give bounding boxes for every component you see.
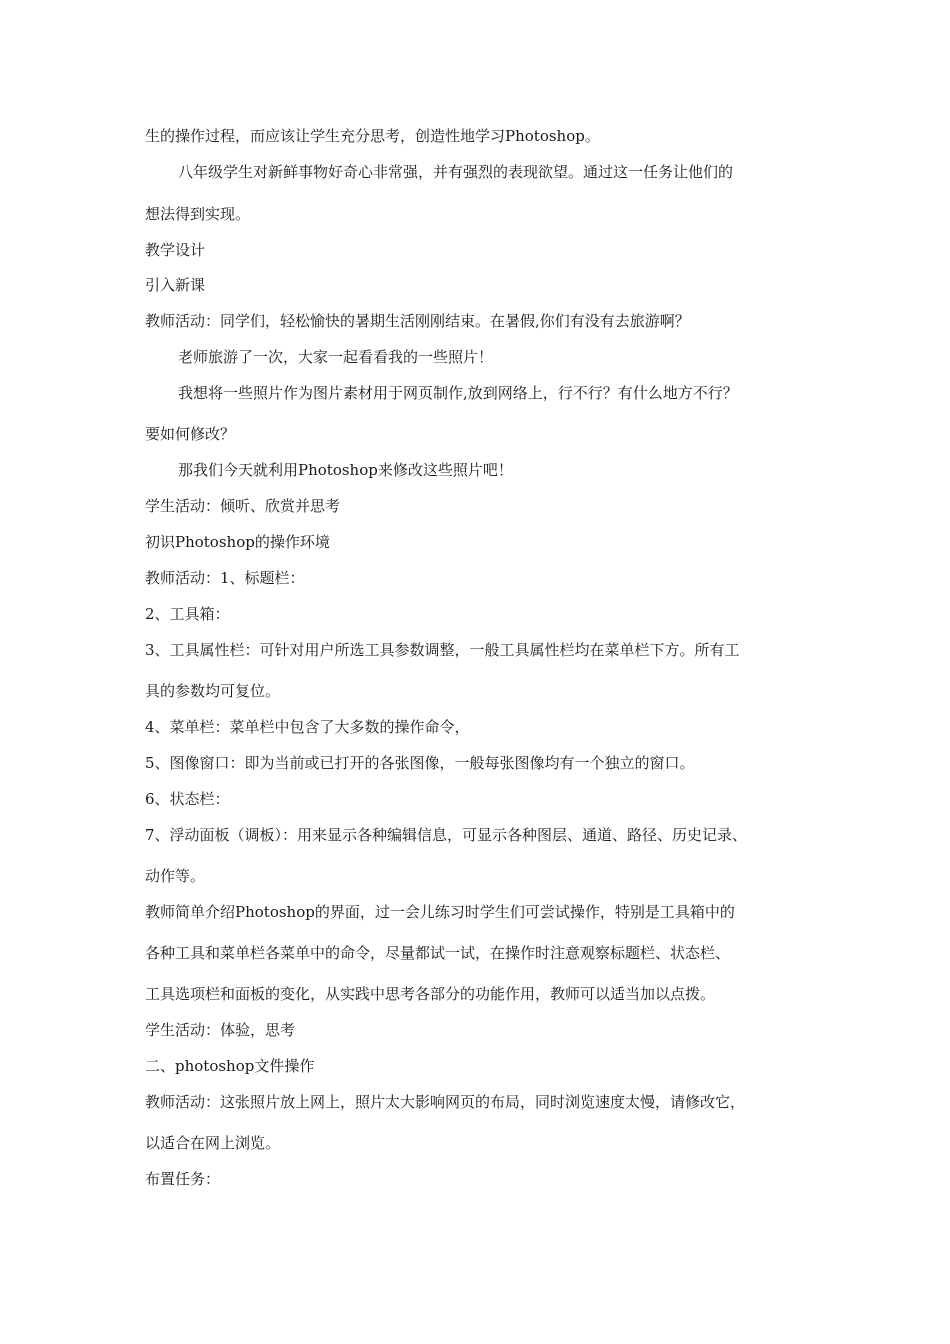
text-line: 老师旅游了一次，大家一起看看我的一些照片！ <box>178 348 494 366</box>
text-line: 动作等。 <box>145 867 206 885</box>
text-line: 教师活动：1、标题栏： <box>145 569 305 587</box>
section-heading: 二、photoshop文件操作 <box>145 1057 315 1075</box>
text-line: 学生活动：倾听、欣赏并思考 <box>145 497 341 515</box>
text-line: 我想将一些照片作为图片素材用于网页制作,放到网络上，行不行？有什么地方不行？ <box>178 384 738 402</box>
text-line: 工具选项栏和面板的变化，从实践中思考各部分的功能作用，教师可以适当加以点拨。 <box>145 985 716 1003</box>
text-line: 教师简单介绍Photoshop的界面，过一会儿练习时学生们可尝试操作，特别是工具箱中的 <box>145 903 735 921</box>
text-line: 具的参数均可复位。 <box>145 682 281 700</box>
text-line: 教师活动：同学们，轻松愉快的暑期生活刚刚结束。在暑假,你们有没有去旅游啊？ <box>145 312 690 330</box>
text-line: 7、浮动面板（调板）：用来显示各种编辑信息，可显示各种图层、通道、路径、历史记录、 <box>145 826 748 844</box>
text-line: 2、工具箱： <box>145 605 230 623</box>
text-line: 要如何修改？ <box>145 425 236 443</box>
text-line: 布置任务： <box>145 1170 221 1188</box>
text-line: 各种工具和菜单栏各菜单中的命令，尽量都试一试，在操作时注意观察标题栏、状态栏、 <box>145 944 731 962</box>
text-line: 想法得到实现。 <box>145 205 251 223</box>
section-heading: 引入新课 <box>145 276 206 294</box>
text-line: 5、图像窗口：即为当前或已打开的各张图像，一般每张图像均有一个独立的窗口。 <box>145 754 695 772</box>
text-line: 4、菜单栏：菜单栏中包含了大多数的操作命令， <box>145 718 470 736</box>
text-line: 生的操作过程，而应该让学生充分思考，创造性地学习Photoshop。 <box>145 127 600 145</box>
section-heading: 初识Photoshop的操作环境 <box>145 533 330 551</box>
text-line: 3、工具属性栏：可针对用户所选工具参数调整，一般工具属性栏均在菜单栏下方。所有工 <box>145 641 740 659</box>
text-line: 6、状态栏： <box>145 790 230 808</box>
text-line: 教师活动：这张照片放上网上，照片太大影响网页的布局，同时浏览速度太慢，请修改它， <box>145 1093 746 1111</box>
text-line: 那我们今天就利用Photoshop来修改这些照片吧！ <box>178 461 513 479</box>
section-heading: 教学设计 <box>145 241 206 259</box>
text-line: 八年级学生对新鲜事物好奇心非常强，并有强烈的表现欲望。通过这一任务让他们的 <box>178 163 734 181</box>
text-line: 以适合在网上浏览。 <box>145 1134 281 1152</box>
text-line: 学生活动：体验，思考 <box>145 1021 296 1039</box>
